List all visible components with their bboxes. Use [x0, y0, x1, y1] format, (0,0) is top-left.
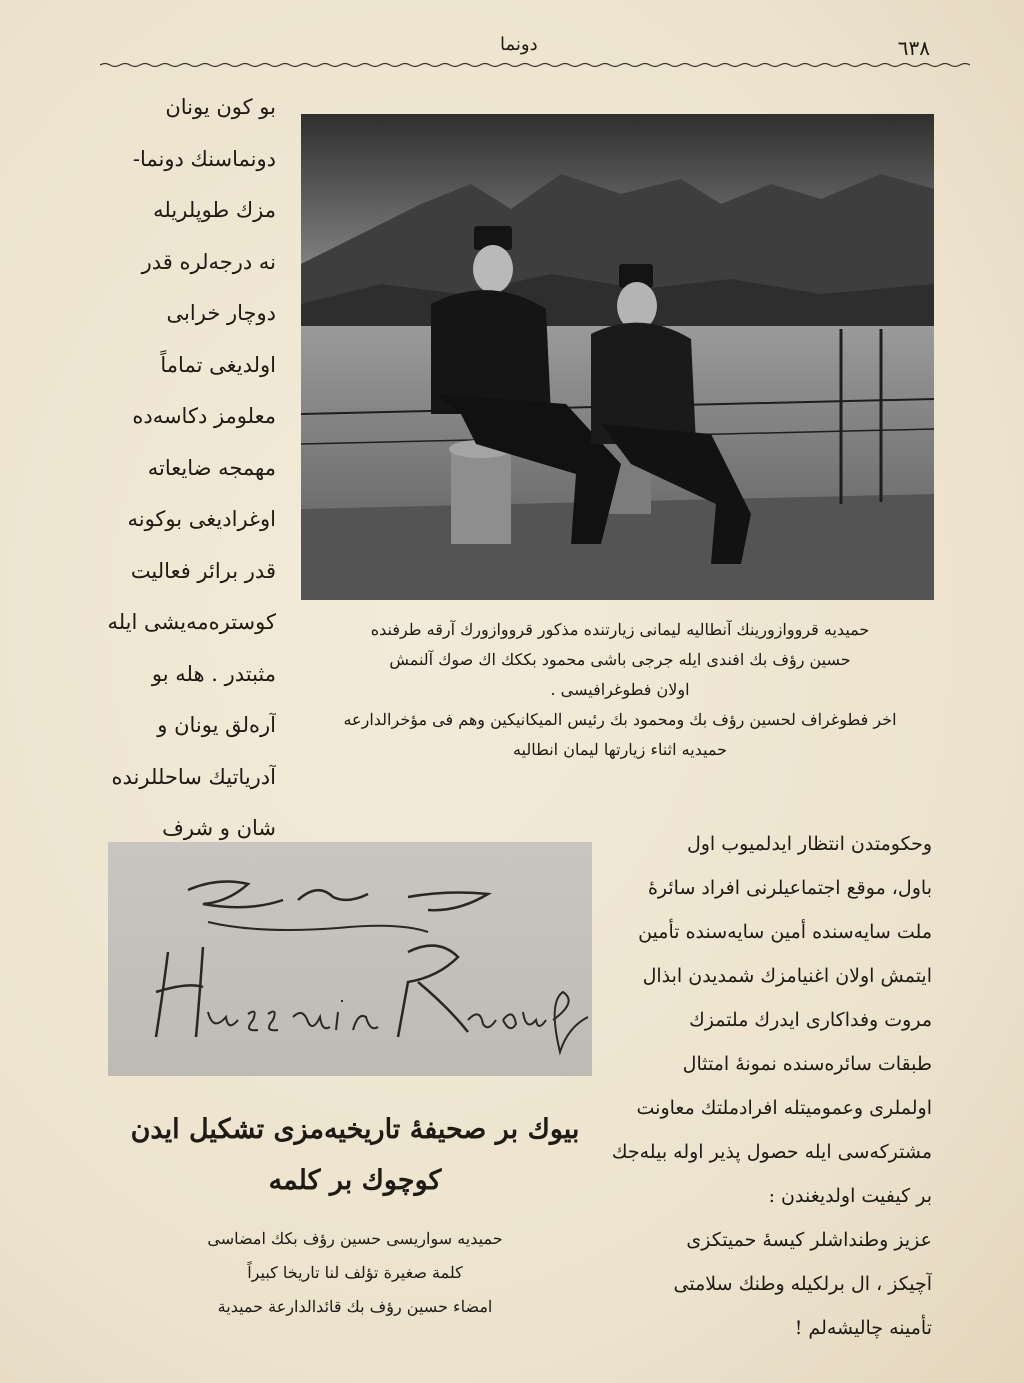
- signature-drawing: [108, 842, 592, 1076]
- text-line: تأمينه چاليشه‌لم !: [794, 1317, 932, 1339]
- text-line: آچيكز ، ال برلكيله وطنك سلامتى: [673, 1273, 932, 1295]
- text-line: اولملرى وعموميتله افرادملتك معاونت: [636, 1097, 932, 1119]
- text-line: نه درجه‌لره قدر: [141, 249, 276, 274]
- text-line: وحكومتدن انتظار ايدلميوب اول: [686, 833, 932, 855]
- text-line: ايتمش اولان اغنيامزك شمديدن ابذال: [642, 965, 932, 987]
- header-wavy-rule: [100, 62, 970, 68]
- text-line: مثبتدر . هله بو: [151, 661, 276, 686]
- text-line: اوغراديغى بوكونه: [127, 507, 276, 531]
- text-line: ملت سايه‌سنده أمين سايه‌سنده تأمين: [638, 921, 932, 943]
- text-line: عزيز وطنداشلر كيسهٔ حميتكزى: [686, 1229, 932, 1251]
- section-heading: بيوك بر صحيفهٔ تاريخيه‌مزى تشكيل ايدن: [130, 1114, 580, 1145]
- page-number: ٦٣٨: [897, 36, 930, 60]
- signature-caption-line: حميديه سواريسى حسين رؤف بكك امضاسى: [207, 1229, 503, 1248]
- text-line: باول، موقع اجتماعيلرنى افراد سائرهٔ: [647, 877, 932, 899]
- text-line: قدر برائر فعاليت: [130, 558, 276, 583]
- caption-line: اخر فطوغراف لحسين رؤف بك ومحمود بك رئيس الميكانيكين وهم فى مؤخرالدارعه: [343, 710, 897, 729]
- text-line: مشتركه‌سى ايله حصول پذير اوله بيله‌جك: [611, 1141, 932, 1163]
- caption-line: حسين رؤف بك افندى ايله جرجى باشى محمود بككك اك صوك آلنمش: [389, 650, 851, 669]
- text-line: كوستره‌مه‌يشى ايله: [107, 610, 276, 634]
- journal-name: دونما: [500, 34, 538, 55]
- text-line: آره‌لق يونان و: [157, 713, 276, 737]
- text-line: معلومز دكاسه‌ده: [132, 404, 276, 428]
- signature-caption-line: كلمة صغيرة تؤلف لنا تاريخا كبيراً: [247, 1263, 463, 1282]
- text-line: اولديغى تماماً: [160, 352, 276, 377]
- signature-caption-line: امضاء حسين رؤف بك قائدالدارعة حميدية: [217, 1297, 493, 1316]
- caption-line: اولان فطوغرافيسى .: [550, 680, 690, 699]
- text-line: مروت وفداكارى ايدرك ملتمزك: [689, 1009, 932, 1031]
- photo-illustration: [301, 114, 934, 600]
- signature-caption: [120, 1222, 590, 1324]
- text-line: بر كيفيت اولديغندن :: [768, 1185, 932, 1207]
- handwritten-signature: [108, 842, 592, 1076]
- text-line: آدرياتيك ساحللرنده: [111, 764, 276, 789]
- text-line: دوچار خرابى: [166, 301, 276, 325]
- text-line: بو كون يونان: [165, 95, 276, 119]
- halftone-photograph: [301, 114, 934, 600]
- text-line: مهمجه ضايعاته: [147, 455, 276, 480]
- photo-caption: [290, 615, 950, 765]
- caption-line: حميديه قرووازورينك آنطاليه ليمانى زيارتنده مذكور قرووازورك آرقه طرفنده: [370, 620, 870, 639]
- caption-line: حميديه اثناء زيارتها ليمان انطاليه: [512, 740, 728, 759]
- right-text-column: [606, 822, 932, 1350]
- text-line: دونماسنك دونما-: [132, 146, 276, 171]
- text-line: مزك طوپلريله: [153, 198, 276, 222]
- text-line: شان و شرف: [162, 816, 276, 840]
- section-subheading: كوچوك بر كلمه: [268, 1165, 442, 1196]
- text-line: طبقات سائره‌سنده نمونهٔ امتثال: [682, 1053, 932, 1075]
